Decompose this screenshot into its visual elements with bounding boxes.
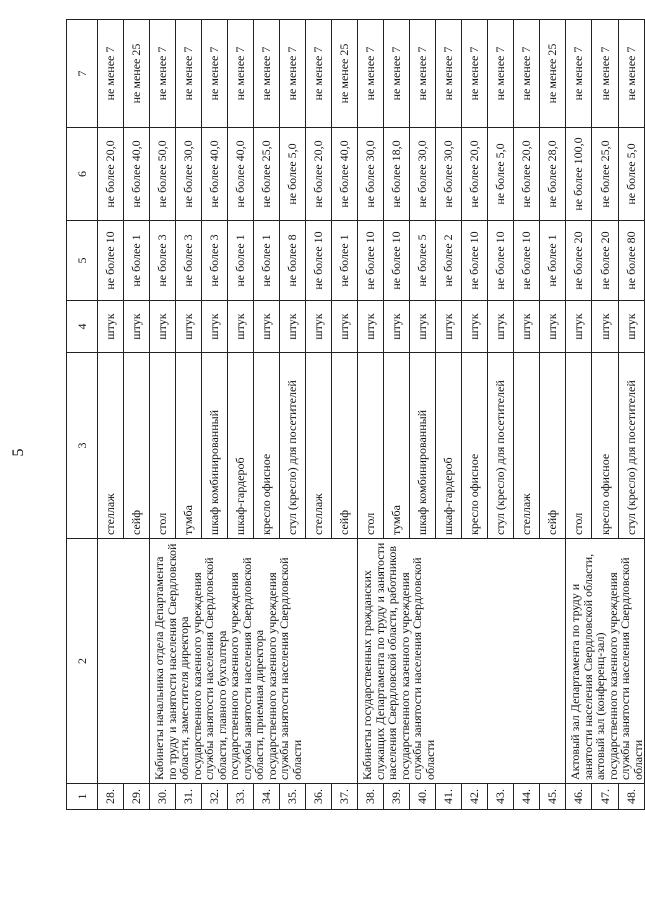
table-row	[150, 20, 176, 810]
unit: штук	[202, 301, 228, 353]
row-number: 37.	[332, 784, 358, 810]
quantity: не более 10	[488, 221, 514, 301]
row-number: 36.	[306, 784, 332, 810]
row-number: 30.	[150, 784, 176, 810]
quantity: не более 1	[124, 221, 150, 301]
quantity: не более 2	[436, 221, 462, 301]
unit: штук	[228, 301, 254, 353]
premises-group-1: Кабинеты начальника отдела Департамента по труду и занятости населения Свердловской области, заместителя директора государственного казенного учреждения службы занятости населения Свердловской области, главного бухгалтера государственного казенного учреждения службы занятости населения Свердловской области, приемная директора государственного казенного учреждения службы занятости населения Свердловской области	[150, 539, 358, 784]
quantity: не более 3	[150, 221, 176, 301]
row-number: 32.	[202, 784, 228, 810]
item-name: шкаф-гардероб	[436, 353, 462, 539]
item-name: стеллаж	[98, 353, 124, 539]
quantity: не более 1	[254, 221, 280, 301]
service-term: не менее 7	[150, 20, 176, 128]
unit: штук	[514, 301, 540, 353]
column-header: 5	[67, 221, 98, 301]
price: не более 40,0	[332, 128, 358, 221]
service-term: не менее 7	[592, 20, 618, 128]
service-term: не менее 7	[98, 20, 124, 128]
table-row	[358, 20, 384, 810]
quantity: не более 8	[280, 221, 306, 301]
unit: штук	[254, 301, 280, 353]
row-number: 43.	[488, 784, 514, 810]
price: не более 30,0	[176, 128, 202, 221]
row-number: 33.	[228, 784, 254, 810]
item-name: стол	[358, 353, 384, 539]
service-term: не менее 7	[618, 20, 644, 128]
quantity: не более 1	[228, 221, 254, 301]
item-name: тумба	[384, 353, 410, 539]
price: не более 5,0	[280, 128, 306, 221]
service-term: не менее 7	[280, 20, 306, 128]
item-name: стол	[150, 353, 176, 539]
service-term: не менее 7	[436, 20, 462, 128]
item-name: стул (кресло) для посетителей	[280, 353, 306, 539]
quantity: не более 20	[566, 221, 592, 301]
item-name: стул (кресло) для посетителей	[488, 353, 514, 539]
column-header: 6	[67, 128, 98, 221]
column-header: 1	[67, 784, 98, 810]
service-term: не менее 7	[176, 20, 202, 128]
unit: штук	[566, 301, 592, 353]
quantity: не более 20	[592, 221, 618, 301]
row-number: 38.	[358, 784, 384, 810]
item-name: стеллаж	[514, 353, 540, 539]
quantity: не более 1	[332, 221, 358, 301]
item-name: шкаф комбинированный	[202, 353, 228, 539]
price: не более 50,0	[150, 128, 176, 221]
service-term: не менее 7	[202, 20, 228, 128]
item-name: кресло офисное	[462, 353, 488, 539]
unit: штук	[98, 301, 124, 353]
row-number: 31.	[176, 784, 202, 810]
service-term: не менее 7	[566, 20, 592, 128]
row-number: 40.	[410, 784, 436, 810]
quantity: не более 10	[384, 221, 410, 301]
price: не более 40,0	[124, 128, 150, 221]
row-number: 39.	[384, 784, 410, 810]
quantity: не более 10	[306, 221, 332, 301]
header-row	[67, 20, 98, 810]
unit: штук	[306, 301, 332, 353]
price: не более 25,0	[592, 128, 618, 221]
service-term: не менее 7	[514, 20, 540, 128]
unit: штук	[436, 301, 462, 353]
price: не более 40,0	[202, 128, 228, 221]
service-term: не менее 7	[488, 20, 514, 128]
price: не более 30,0	[436, 128, 462, 221]
service-term: не менее 7	[254, 20, 280, 128]
quantity: не более 1	[540, 221, 566, 301]
price: не более 5,0	[488, 128, 514, 221]
quantity: не более 10	[358, 221, 384, 301]
service-term: не менее 7	[358, 20, 384, 128]
page-number: 5	[10, 448, 27, 457]
unit: штук	[280, 301, 306, 353]
row-number: 47.	[592, 784, 618, 810]
row-number: 44.	[514, 784, 540, 810]
service-term: не менее 7	[306, 20, 332, 128]
service-term: не менее 7	[228, 20, 254, 128]
item-name: шкаф-гардероб	[228, 353, 254, 539]
price: не более 25,0	[254, 128, 280, 221]
service-term: не менее 25	[540, 20, 566, 128]
price: не более 28,0	[540, 128, 566, 221]
row-number: 35.	[280, 784, 306, 810]
item-name: сейф	[124, 353, 150, 539]
table-row	[98, 20, 124, 810]
quantity: не более 10	[462, 221, 488, 301]
price: не более 40,0	[228, 128, 254, 221]
unit: штук	[540, 301, 566, 353]
item-name: сейф	[332, 353, 358, 539]
unit: штук	[592, 301, 618, 353]
premises-group-2: Кабинеты государственных гражданских служащих Департамента по труду и занятости населения Свердловской области, работников государственного казенного учреждения службы занятости населения Свердловской области	[358, 539, 566, 784]
item-name: сейф	[540, 353, 566, 539]
price: не более 30,0	[358, 128, 384, 221]
item-name: тумба	[176, 353, 202, 539]
price: не более 100,0	[566, 128, 592, 221]
item-name: кресло офисное	[592, 353, 618, 539]
row-number: 34.	[254, 784, 280, 810]
service-term: не менее 7	[462, 20, 488, 128]
service-term: не менее 25	[332, 20, 358, 128]
row-number: 41.	[436, 784, 462, 810]
table-row	[566, 20, 592, 810]
premises-group-3: Актовый зал Департамента по труду и занятости населения Свердловской области, актовый зал (конференц-зал) государственного казенного учреждения службы занятости населения Свердловской области	[566, 539, 645, 784]
price: не более 20,0	[98, 128, 124, 221]
service-term: не менее 7	[384, 20, 410, 128]
unit: штук	[124, 301, 150, 353]
unit: штук	[176, 301, 202, 353]
quantity: не более 80	[618, 221, 644, 301]
price: не более 18,0	[384, 128, 410, 221]
column-header: 7	[67, 20, 98, 128]
quantity: не более 3	[176, 221, 202, 301]
unit: штук	[150, 301, 176, 353]
item-name: стеллаж	[306, 353, 332, 539]
item-name: стол	[566, 353, 592, 539]
row-number: 28.	[98, 784, 124, 810]
unit: штук	[384, 301, 410, 353]
unit: штук	[358, 301, 384, 353]
service-term: не менее 7	[410, 20, 436, 128]
price: не более 20,0	[462, 128, 488, 221]
row-number: 46.	[566, 784, 592, 810]
quantity: не более 10	[514, 221, 540, 301]
column-header: 4	[67, 301, 98, 353]
row-number: 48.	[618, 784, 644, 810]
row-number: 45.	[540, 784, 566, 810]
premises-cell	[98, 539, 150, 784]
row-number: 42.	[462, 784, 488, 810]
unit: штук	[410, 301, 436, 353]
service-term: не менее 25	[124, 20, 150, 128]
furniture-norms-table	[66, 19, 645, 810]
item-name: кресло офисное	[254, 353, 280, 539]
quantity: не более 5	[410, 221, 436, 301]
price: не более 20,0	[306, 128, 332, 221]
price: не более 20,0	[514, 128, 540, 221]
item-name: шкаф комбинированный	[410, 353, 436, 539]
row-number: 29.	[124, 784, 150, 810]
quantity: не более 3	[202, 221, 228, 301]
unit: штук	[488, 301, 514, 353]
unit: штук	[332, 301, 358, 353]
item-name: стул (кресло) для посетителей	[618, 353, 644, 539]
price: не более 30,0	[410, 128, 436, 221]
column-header: 3	[67, 353, 98, 539]
price: не более 5,0	[618, 128, 644, 221]
unit: штук	[462, 301, 488, 353]
unit: штук	[618, 301, 644, 353]
quantity: не более 10	[98, 221, 124, 301]
column-header: 2	[67, 539, 98, 784]
